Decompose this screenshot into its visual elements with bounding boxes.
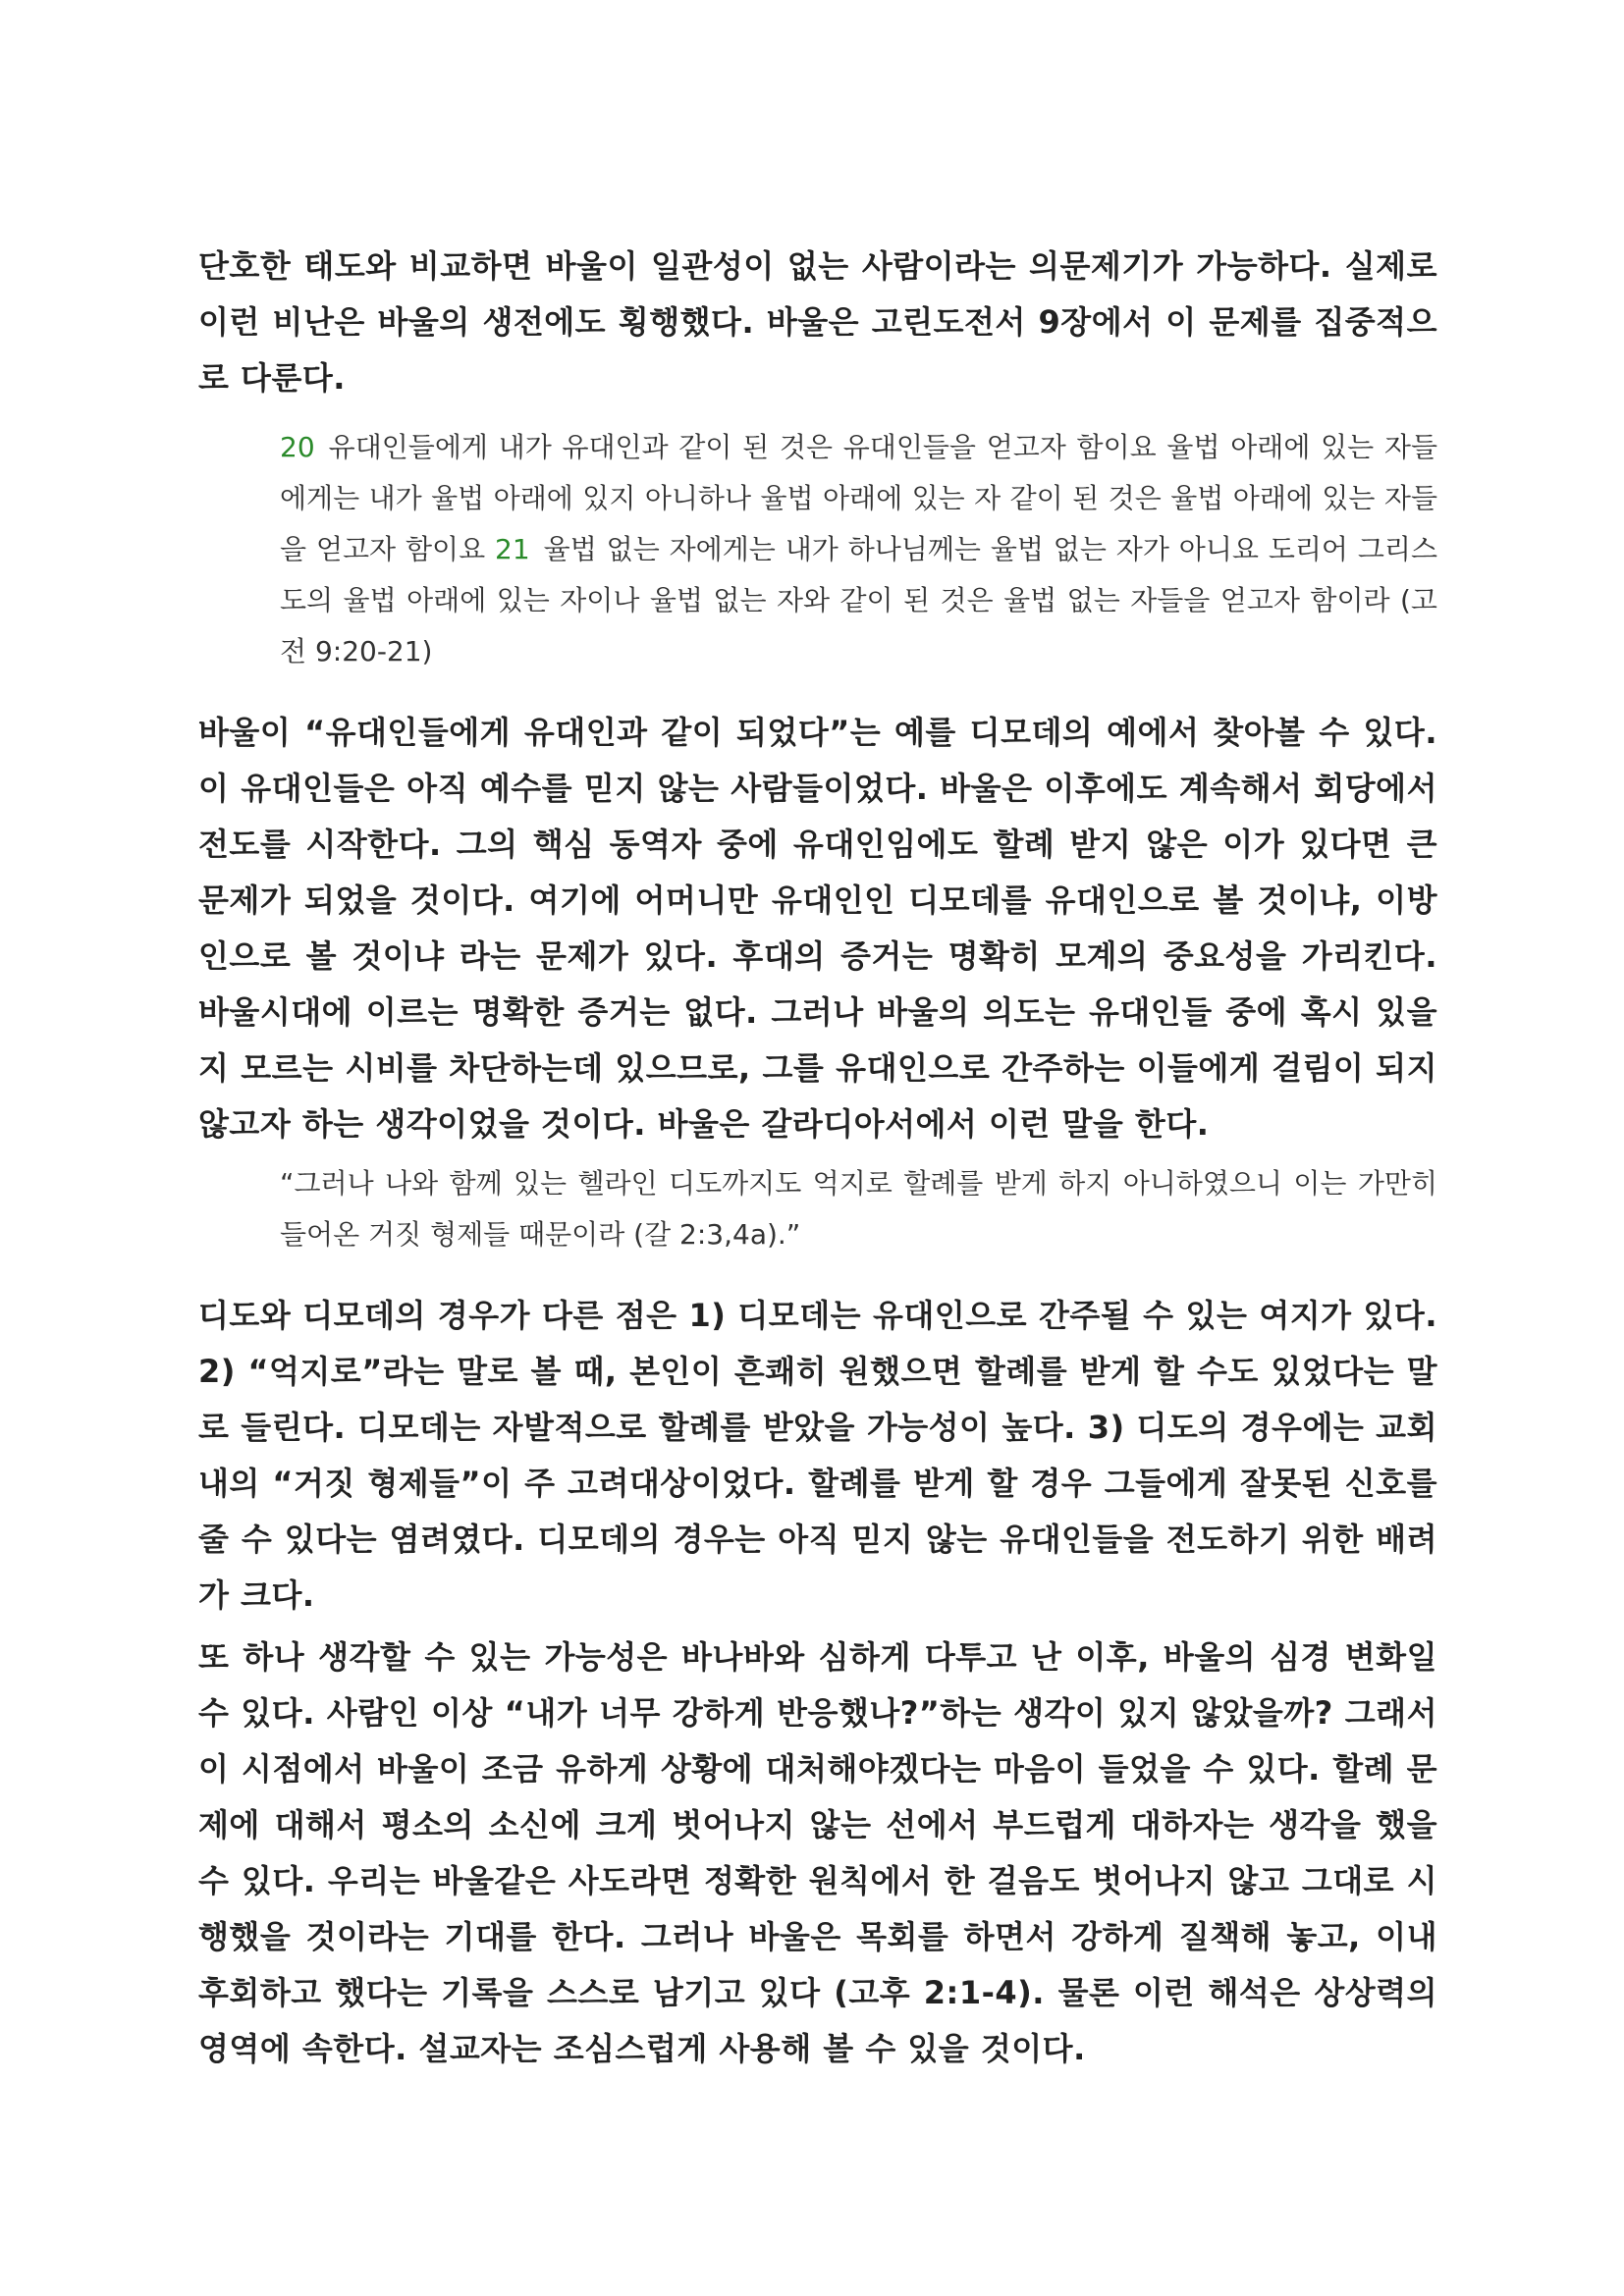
verse-text-20: 유대인들에게 내가 유대인과 같이 된 것은 유대인들을 얻고자 함이요 율법 아래에 있는 자들에게는 내가 율법 아래에 있지 아니하나 율법 아래에 있는 자 같이 된 것은 율법 아래에 있는 자들을 얻고자 함이요 <box>280 431 1437 565</box>
verse-number-21: 21 <box>495 533 530 565</box>
body-paragraph-4: 또 하나 생각할 수 있는 가능성은 바나바와 심하게 다투고 난 이후, 바울의 심경 변화일 수 있다. 사람인 이상 “내가 너무 강하게 반응했나?”하는 생각이 있지 않았을까? 그래서 이 시점에서 바울이 조금 유하게 상황에 대처해야겠다는 마음이 들었을 수 있다. 할례 문제에 대해서 평소의 소신에 크게 벗어나지 않는 선에서 부드럽게 대하자는 생각을 했을 수 있다. 우리는 바울같은 사도라면 정확한 원칙에서 한 걸음도 벗어나지 않고 그대로 시행했을 것이라는 기대를 한다. 그러나 바울은 목회를 하면서 강하게 질책해 놓고, 이내 후회하고 했다는 기록을 스스로 남기고 있다 (고후 2:1-4). 물론 이런 해석은 상상력의 영역에 속한다. 설교자는 조심스럽게 사용해 볼 수 있을 것이다. <box>198 1638 1437 2067</box>
body-paragraph-2: 바울이 “유대인들에게 유대인과 같이 되었다”는 예를 디모데의 예에서 찾아볼 수 있다. 이 유대인들은 아직 예수를 믿지 않는 사람들이었다. 바울은 이후에도 계속해서 회당에서 전도를 시작한다. 그의 핵심 동역자 중에 유대인임에도 할례 받지 않은 이가 있다면 큰 문제가 되었을 것이다. 여기에 어머니만 유대인인 디모데를 유대인으로 볼 것이냐, 이방인으로 볼 것이냐 라는 문제가 있다. 후대의 증거는 명확히 모계의 중요성을 가리킨다. 바울시대에 이르는 명확한 증거는 없다. 그러나 바울의 의도는 유대인들 중에 혹시 있을지 모르는 시비를 차단하는데 있으므로, 그를 유대인으로 간주하는 이들에게 걸림이 되지 않고자 하는 생각이었을 것이다. 바울은 갈라디아서에서 이런 말을 한다. <box>198 714 1437 1143</box>
verse-number-20: 20 <box>280 431 315 463</box>
body-paragraph-3: 디도와 디모데의 경우가 다른 점은 1) 디모데는 유대인으로 간주될 수 있는 여지가 있다. 2) “억지로”라는 말로 볼 때, 본인이 흔쾌히 원했으면 할례를 받게 할 수도 있었다는 말로 들린다. 디모데는 자발적으로 할례를 받았을 가능성이 높다. 3) 디도의 경우에는 교회 내의 “거짓 형제들”이 주 고려대상이었다. 할례를 받게 할 경우 그들에게 잘못된 신호를 줄 수 있다는 염려였다. 디모데의 경우는 아직 믿지 않는 유대인들을 전도하기 위한 배려가 크다. <box>198 1297 1437 1614</box>
scripture-quote-1 <box>280 422 1437 677</box>
body-paragraph-1: 단호한 태도와 비교하면 바울이 일관성이 없는 사람이라는 의문제기가 가능하다. 실제로 이런 비난은 바울의 생전에도 횡행했다. 바울은 고린도전서 9장에서 이 문제를 집중적으로 다룬다. <box>198 247 1437 397</box>
scripture-quote-2: “그러나 나와 함께 있는 헬라인 디도까지도 억지로 할례를 받게 하지 아니하였으니 이는 가만히 들어온 거짓 형제들 때문이라 (갈 2:3,4a).” <box>280 1167 1437 1251</box>
verse-text-21: 율법 없는 자에게는 내가 하나님께는 율법 없는 자가 아니요 도리어 그리스도의 율법 아래에 있는 자이나 율법 없는 자와 같이 된 것은 율법 없는 자들을 얻고자 함이라 (고전 9:20-21) <box>280 533 1437 667</box>
